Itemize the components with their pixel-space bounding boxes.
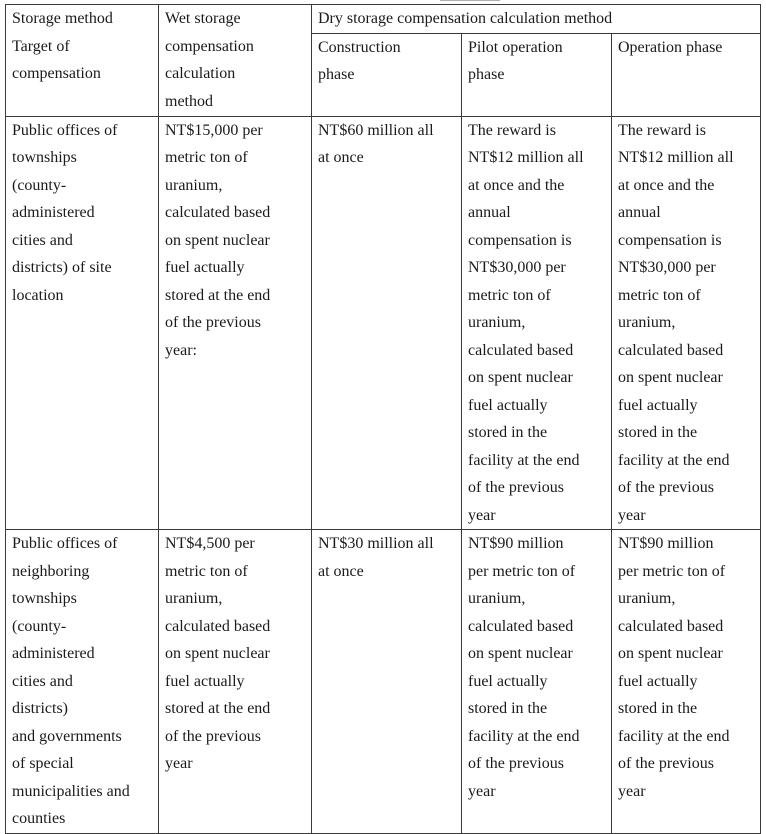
table-row: [6, 116, 761, 530]
wet-storage-cell: NT$4,500 per metric ton of uranium, calculated based on spent nuclear fuel actually stored at the end of the previous year: [159, 530, 312, 834]
header-wet-storage: Wet storage compensation calculation method: [159, 5, 312, 117]
header-construction-phase: Construction phase: [312, 33, 462, 116]
construction-phase-cell: NT$30 million all at once: [312, 530, 462, 834]
pilot-operation-cell: NT$90 million per metric ton of uranium, calculated based on spent nuclear fuel actually stored in the facility at the end of the previous year: [462, 530, 612, 834]
header-operation-phase: Operation phase: [612, 33, 761, 116]
header-row-top: [6, 5, 761, 34]
operation-phase-cell: The reward is NT$12 million all at once and the annual compensation is NT$30,000 per metric ton of uranium, calculated based on spent nuclear fuel actually stored in the facility at the end of the previous year: [612, 116, 761, 530]
target-cell: Public offices of townships (county- administered cities and districts) of site location: [6, 116, 159, 530]
construction-phase-cell: NT$60 million all at once: [312, 116, 462, 530]
target-cell: Public offices of neighboring townships (county- administered cities and districts) and governments of special municipalities and counties: [6, 530, 159, 834]
header-pilot-operation-phase: Pilot operation phase: [462, 33, 612, 116]
header-corner-cell: Storage method Target of compensation: [6, 5, 159, 117]
operation-phase-cell: NT$90 million per metric ton of uranium, calculated based on spent nuclear fuel actually stored in the facility at the end of the previous year: [612, 530, 761, 834]
wet-storage-cell: NT$15,000 per metric ton of uranium, calculated based on spent nuclear fuel actually stored at the end of the previous year:: [159, 116, 312, 530]
compensation-table: [5, 4, 761, 834]
table-row: [6, 530, 761, 834]
pilot-operation-cell: The reward is NT$12 million all at once and the annual compensation is NT$30,000 per metric ton of uranium, calculated based on spent nuclear fuel actually stored in the facility at the end of the previous year: [462, 116, 612, 530]
header-dry-storage-group: Dry storage compensation calculation method: [312, 5, 761, 34]
